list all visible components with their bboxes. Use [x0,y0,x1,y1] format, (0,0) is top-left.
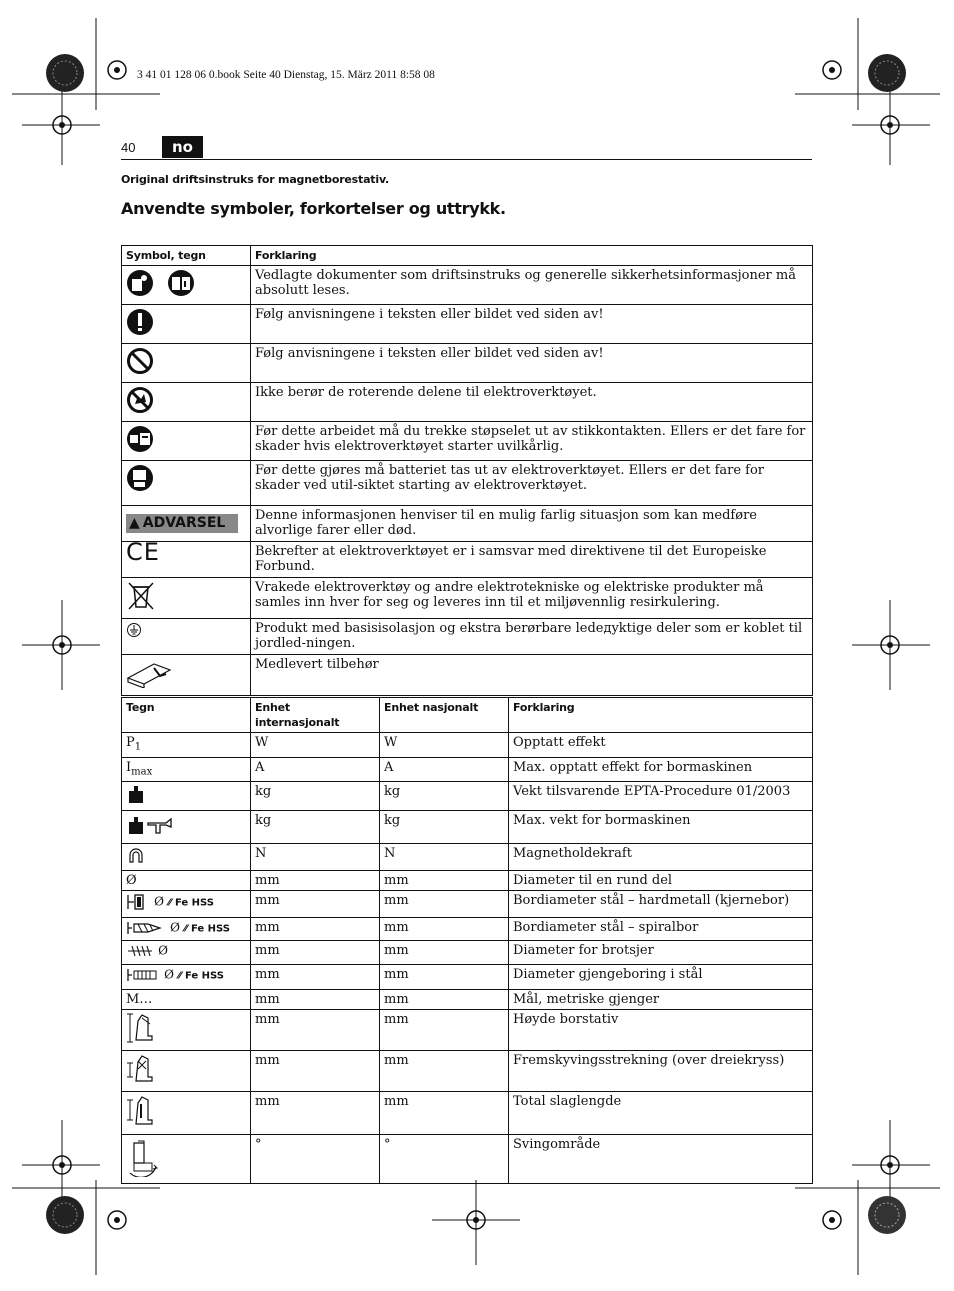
table-row [122,422,813,461]
material-icon: ⁄⁄ Fe HSS [184,923,230,935]
header-rule [121,159,812,160]
nat-unit: mm [380,1051,509,1092]
symbol-cell [122,383,251,422]
nat-unit: mm [380,918,509,941]
table-row [122,965,813,990]
nat-unit: mm [380,965,509,990]
nat-unit: mm [380,1010,509,1051]
explanation-cell: Følg anvisningene i teksten eller bildet ved siden av! [251,344,813,383]
symbol-cell [122,844,251,871]
prohibited-icon [126,347,154,375]
symbol-cell [122,619,251,655]
units-table [121,697,813,1184]
twist-drill-icon [126,920,166,936]
table-row [122,844,813,871]
ce-mark-icon: CE [126,538,160,566]
table-row [122,733,813,758]
explanation-cell: Magnetholdekraft [509,844,813,871]
explanation-cell: Bordiameter stål – hardmetall (kjernebor) [509,891,813,918]
table-row [122,266,813,305]
table-row [122,941,813,965]
intl-unit: mm [251,1010,380,1051]
core-drill-icon [126,893,150,911]
table-row [122,782,813,811]
table-row [122,891,813,918]
symbol-cell: M… [122,990,251,1010]
explanation-cell: Diameter til en rund del [509,871,813,891]
explanation-cell: Produkt med basisisolasjon og ekstra berørbare ledeдyktige deler som er koblet til jordled-ningen. [251,619,813,655]
col-header: Enhet internasjonalt [251,698,380,733]
accessory-icon [126,658,176,688]
table-row [122,918,813,941]
intl-unit: ° [251,1135,380,1184]
table-row [122,1135,813,1184]
table-row [122,542,813,578]
unplug-icon [126,425,154,453]
symbol-cell [122,811,251,844]
section-title: Anvendte symboler, forkortelser og uttrykk. [121,199,506,218]
symbol-cell: Ø ⁄⁄ Fe HSS [122,965,251,990]
symbol-cell [122,422,251,461]
explanation-cell: Diameter gjengeboring i stål [509,965,813,990]
remove-battery-icon [126,464,154,492]
symbol-cell: $I_{max}$ [122,757,251,782]
material-icon: ⁄⁄ Fe HSS [168,897,214,909]
explanation-cell: Svingområde [509,1135,813,1184]
explanation-cell: Ikke berør de roterende delene til elektroverktøyet. [251,383,813,422]
nat-unit: mm [380,871,509,891]
magnet-icon [126,846,146,864]
table-row [122,506,813,542]
symbols-table [121,245,813,696]
nat-unit: ° [380,1135,509,1184]
explanation-cell: Bordiameter stål – spiralbor [509,918,813,941]
explanation-cell: Bekrefter at elektroverktøyet er i samsvar med direktivene til det Europeiske Forbund. [251,542,813,578]
explanation-cell: Vekt tilsvarende EPTA-Procedure 01/2003 [509,782,813,811]
intl-unit: W [251,733,380,758]
symbol-cell [122,344,251,383]
explanation-cell: Max. opptatt effekt for bormaskinen [509,757,813,782]
nat-unit: W [380,733,509,758]
explanation-cell: Denne informasjonen henviser til en mulig farlig situasjon som kan medføre alvorlige farer eller død. [251,506,813,542]
explanation-cell: Medlevert tilbehør [251,655,813,696]
intl-unit: mm [251,1092,380,1135]
intl-unit: mm [251,990,380,1010]
table-row [122,1051,813,1092]
nat-unit: mm [380,1092,509,1135]
nat-unit: kg [380,782,509,811]
col-header: Enhet nasjonalt [380,698,509,733]
ground-icon [126,622,142,638]
explanation-cell: Vedlagte dokumenter som driftsinstruks og generelle sikkerhetsinformasjoner må absolutt leses. [251,266,813,305]
explanation-cell: Vrakede elektroverktøy og andre elektrotekniske og elektriske produkter må samles inn hver for seg og leveres inn til et miljøvennlig resirkulering. [251,578,813,619]
symbol-cell [122,578,251,619]
warning-triangle-icon: ▲ [129,515,140,531]
col-header: Symbol, tegn [122,246,251,266]
nat-unit: mm [380,990,509,1010]
print-header: 3 41 01 128 06 0.book Seite 40 Dienstag, 15. März 2011 8:58 08 [137,69,435,81]
stand-height-icon [126,1012,156,1044]
symbol-cell [122,1135,251,1184]
table-row [122,811,813,844]
doc-subtitle: Original driftsinstruks for magnetborestativ. [121,173,389,186]
col-header: Forklaring [251,246,813,266]
intl-unit: mm [251,965,380,990]
nat-unit: N [380,844,509,871]
weight-icon [126,784,146,804]
symbol-cell [122,1010,251,1051]
symbol-cell [122,782,251,811]
symbol-cell [122,1051,251,1092]
table-row [122,461,813,506]
intl-unit: mm [251,918,380,941]
explanation-cell: Fremskyvingsstrekning (over dreiekryss) [509,1051,813,1092]
table-row [122,619,813,655]
language-tag: no [162,136,203,158]
intl-unit: mm [251,871,380,891]
reamer-icon [126,943,154,959]
symbol-cell [122,266,251,305]
table-row [122,1010,813,1051]
table-row [122,1092,813,1135]
table-row [122,344,813,383]
symbol-cell [122,305,251,344]
explanation-cell: Før dette gjøres må batteriet tas ut av elektroverktøyet. Ellers er det fare for skader ved util-siktet starting av elektroverktøyet. [251,461,813,506]
symbol-cell: Ø ⁄⁄ Fe HSS [122,918,251,941]
no-touch-icon [126,386,154,414]
intl-unit: mm [251,941,380,965]
nat-unit: kg [380,811,509,844]
weee-bin-icon [126,581,156,611]
explanation-cell: Total slaglengde [509,1092,813,1135]
feed-travel-icon [126,1053,156,1085]
col-header: Forklaring [509,698,813,733]
intl-unit: A [251,757,380,782]
symbol-cell: Ø ⁄⁄ Fe HSS [122,891,251,918]
total-stroke-icon [126,1094,156,1128]
explanation-cell: Mål, metriske gjenger [509,990,813,1010]
col-header: Tegn [122,698,251,733]
read-manual-icon [126,269,196,297]
symbol-cell [122,1092,251,1135]
explanation-cell: Før dette arbeidet må du trekke støpselet ut av stikkontakten. Ellers er det fare for skader hvis elektroverktøyet starter uvilkårlig. [251,422,813,461]
intl-unit: N [251,844,380,871]
explanation-cell: Følg anvisningene i teksten eller bildet ved siden av! [251,305,813,344]
table-row [122,871,813,891]
symbol-cell [122,506,251,542]
tap-icon [126,967,160,983]
symbol-cell: Ø [122,941,251,965]
table-row [122,655,813,696]
intl-unit: mm [251,1051,380,1092]
intl-unit: mm [251,891,380,918]
intl-unit: kg [251,782,380,811]
exclamation-icon [126,308,154,336]
weight-drill-icon [126,813,174,837]
explanation-cell: Max. vekt for bormaskinen [509,811,813,844]
page-number: 40 [121,140,136,155]
nat-unit: mm [380,891,509,918]
symbol-cell: $P_1$ [122,733,251,758]
symbol-cell [122,538,251,578]
table-header-row [122,698,813,733]
explanation-cell: Opptatt effekt [509,733,813,758]
table-row [122,305,813,344]
explanation-cell: Høyde borstativ [509,1010,813,1051]
table-row [122,578,813,619]
warning-badge: ▲ ADVARSEL [126,514,238,533]
material-icon: ⁄⁄ Fe HSS [178,970,224,982]
symbol-cell: Ø [122,871,251,891]
explanation-cell: Diameter for brotsjer [509,941,813,965]
swivel-icon [126,1137,160,1177]
table-row [122,757,813,782]
symbol-cell [122,461,251,506]
symbol-cell [122,655,251,696]
table-header-row [122,246,813,266]
nat-unit: mm [380,941,509,965]
nat-unit: A [380,757,509,782]
table-row [122,383,813,422]
table-row [122,990,813,1010]
intl-unit: kg [251,811,380,844]
